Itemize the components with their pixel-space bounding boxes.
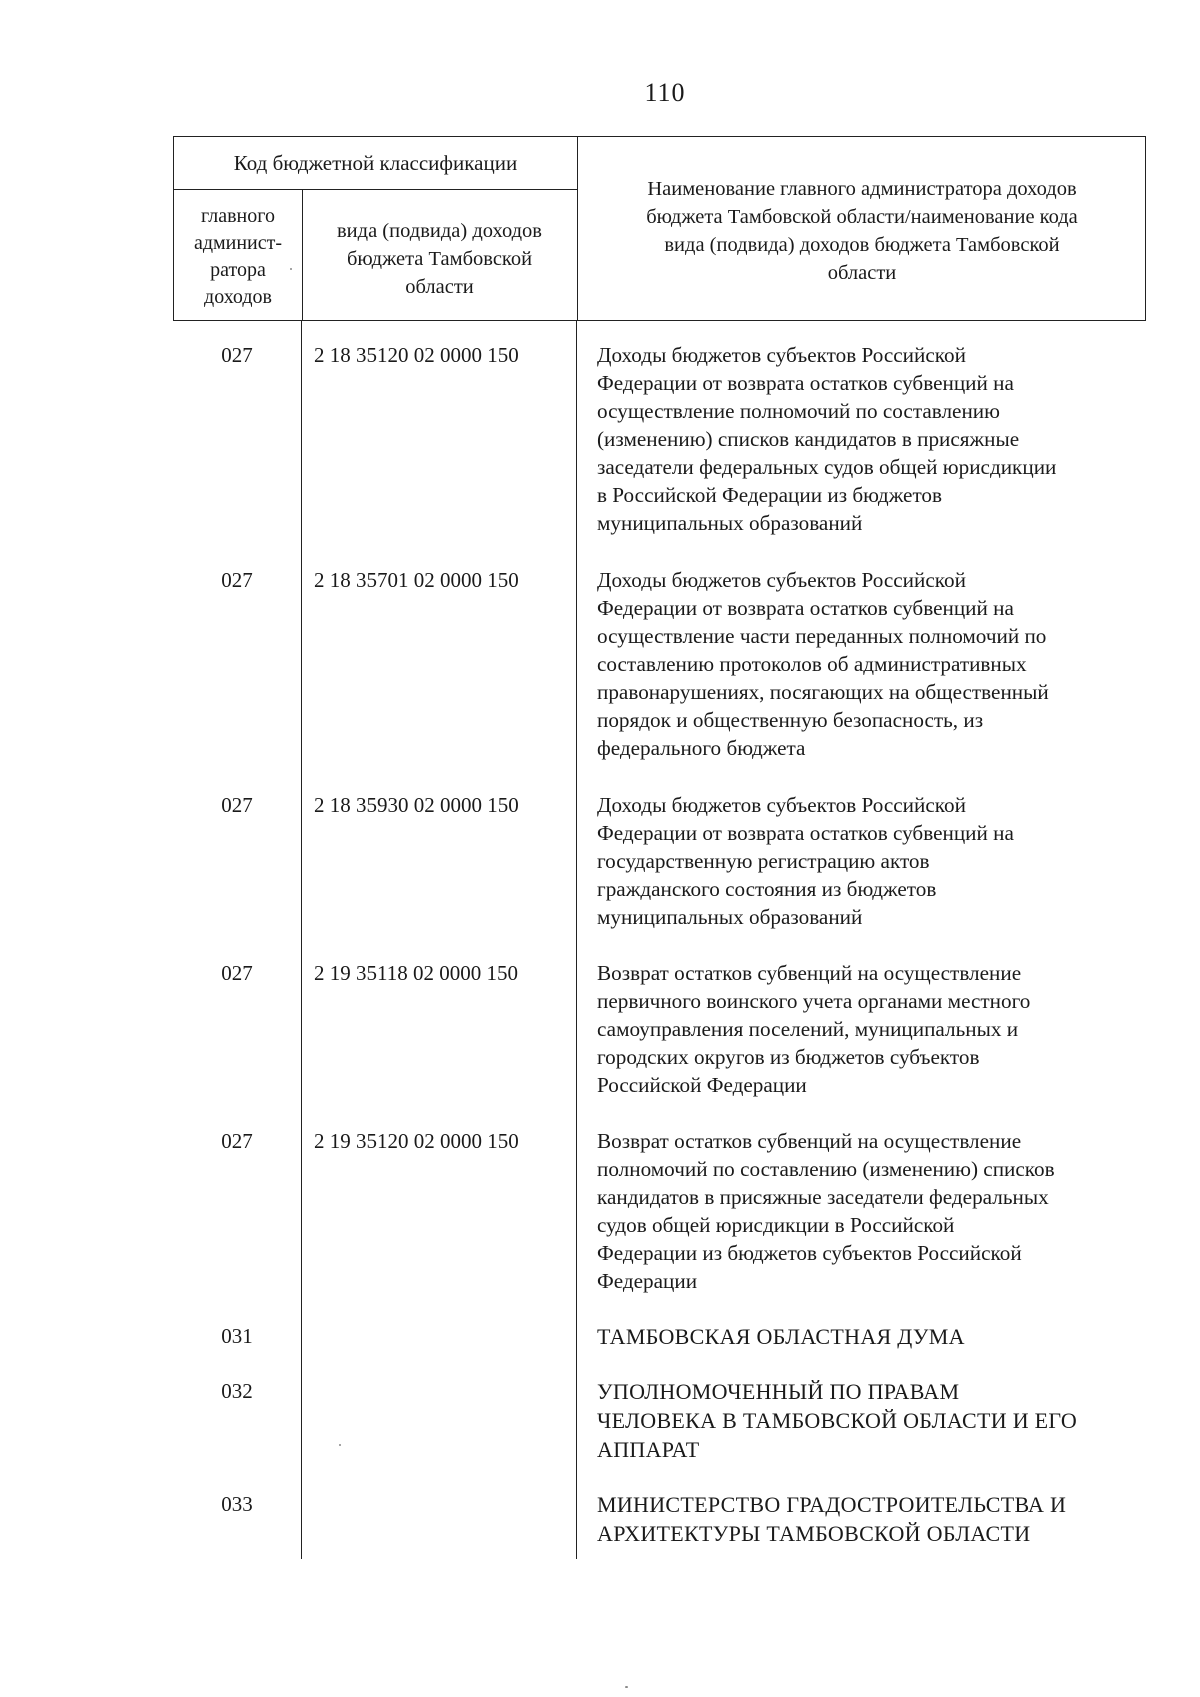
name-line: Российской Федерации xyxy=(597,1073,807,1097)
header-name-line: области xyxy=(827,262,897,284)
header-admin-line: доходов xyxy=(204,286,272,308)
revenue-name-cell xyxy=(597,959,1142,1099)
header-name-column xyxy=(577,175,1147,287)
revenue-name-cell xyxy=(597,1127,1142,1295)
header-admin-line: главного xyxy=(201,205,275,227)
name-line: Федерации xyxy=(597,1269,698,1293)
admin-code-cell: 027 xyxy=(221,568,253,592)
name-line: федерального бюджета xyxy=(597,736,806,760)
name-line: государственную регистрацию актов xyxy=(597,849,930,873)
body-divider-vertical-2 xyxy=(576,321,577,1559)
header-admin-line: админист- xyxy=(193,232,283,254)
name-line: составлению протоколов об административных xyxy=(597,652,1027,676)
name-line: самоуправления поселений, муниципальных и xyxy=(597,1017,1019,1041)
name-line: УПОЛНОМОЧЕННЫЙ ПО ПРАВАМ xyxy=(597,1379,960,1404)
name-line: АППАРАТ xyxy=(597,1437,700,1462)
table-header xyxy=(173,136,1146,321)
admin-code-cell: 032 xyxy=(221,1379,253,1403)
name-line: ЧЕЛОВЕКА В ТАМБОВСКОЙ ОБЛАСТИ И ЕГО xyxy=(597,1408,1078,1433)
revenue-code-cell: 2 19 35120 02 0000 150 xyxy=(314,1129,519,1153)
header-divider-horizontal xyxy=(174,189,577,190)
admin-code-cell: 033 xyxy=(221,1492,253,1516)
header-group-label: Код бюджетной классификации xyxy=(233,151,518,175)
name-line: (изменению) списков кандидатов в присяжные xyxy=(597,427,1020,451)
scan-speck xyxy=(339,1444,341,1446)
name-line: Федерации от возврата остатков субвенций на xyxy=(597,371,1014,395)
name-line: судов общей юрисдикции в Российской xyxy=(597,1213,955,1237)
header-code-line: области xyxy=(405,276,474,298)
admin-code-cell: 027 xyxy=(221,1129,253,1153)
revenue-code-cell: 2 18 35701 02 0000 150 xyxy=(314,568,519,592)
name-line: Федерации от возврата остатков субвенций на xyxy=(597,596,1014,620)
name-line: правонарушениях, посягающих на общественный xyxy=(597,680,1049,704)
admin-code-cell: 027 xyxy=(221,793,253,817)
header-code-column xyxy=(302,217,577,301)
administrator-name-cell xyxy=(597,1377,1142,1464)
name-line: МИНИСТЕРСТВО ГРАДОСТРОИТЕЛЬСТВА И xyxy=(597,1492,1067,1517)
admin-code-cell: 031 xyxy=(221,1324,253,1348)
header-name-line: Наименование главного администратора доходов xyxy=(647,178,1077,200)
name-line: кандидатов в присяжные заседатели федеральных xyxy=(597,1185,1049,1209)
name-line: полномочий по составлению (изменению) списков xyxy=(597,1157,1055,1181)
name-line: гражданского состояния из бюджетов xyxy=(597,877,937,901)
revenue-code-cell: 2 19 35118 02 0000 150 xyxy=(314,961,518,985)
body-divider-vertical-1 xyxy=(301,321,302,1559)
name-line: городских округов из бюджетов субъектов xyxy=(597,1045,980,1069)
name-line: Возврат остатков субвенций на осуществление xyxy=(597,961,1022,985)
name-line: осуществление полномочий по составлению xyxy=(597,399,1000,423)
revenue-code-cell: 2 18 35930 02 0000 150 xyxy=(314,793,519,817)
header-name-line: бюджета Тамбовской области/наименование кода xyxy=(646,206,1078,228)
header-admin-column xyxy=(174,203,302,311)
header-code-line: бюджета Тамбовской xyxy=(346,248,533,270)
revenue-name-cell xyxy=(597,791,1142,931)
page-number: 110 xyxy=(644,78,686,107)
administrator-name-cell xyxy=(597,1322,1142,1351)
header-admin-line: ратора xyxy=(210,259,266,281)
name-line: порядок и общественную безопасность, из xyxy=(597,708,984,732)
name-line: АРХИТЕКТУРЫ ТАМБОВСКОЙ ОБЛАСТИ xyxy=(597,1521,1031,1546)
revenue-name-cell xyxy=(597,566,1142,762)
name-line: Доходы бюджетов субъектов Российской xyxy=(597,793,966,817)
admin-code-cell: 027 xyxy=(221,343,253,367)
name-line: в Российской Федерации из бюджетов xyxy=(597,483,943,507)
admin-code-cell: 027 xyxy=(221,961,253,985)
header-code-line: вида (подвида) доходов xyxy=(337,220,542,242)
name-line: осуществление части переданных полномочий по xyxy=(597,624,1047,648)
name-line: ТАМБОВСКАЯ ОБЛАСТНАЯ ДУМА xyxy=(597,1324,965,1349)
name-line: Федерации от возврата остатков субвенций на xyxy=(597,821,1014,845)
administrator-name-cell xyxy=(597,1490,1142,1548)
scan-speck xyxy=(625,1686,628,1688)
header-name-line: вида (подвида) доходов бюджета Тамбовской xyxy=(664,234,1060,256)
name-line: муниципальных образований xyxy=(597,511,863,535)
name-line: Возврат остатков субвенций на осуществление xyxy=(597,1129,1022,1153)
revenue-code-cell: 2 18 35120 02 0000 150 xyxy=(314,343,519,367)
name-line: муниципальных образований xyxy=(597,905,863,929)
name-line: первичного воинского учета органами местного xyxy=(597,989,1031,1013)
name-line: Федерации из бюджетов субъектов Российской xyxy=(597,1241,1022,1265)
name-line: Доходы бюджетов субъектов Российской xyxy=(597,343,966,367)
scan-speck xyxy=(290,268,292,270)
name-line: заседатели федеральных судов общей юрисдикции xyxy=(597,455,1057,479)
name-line: Доходы бюджетов субъектов Российской xyxy=(597,568,966,592)
revenue-name-cell xyxy=(597,341,1142,537)
